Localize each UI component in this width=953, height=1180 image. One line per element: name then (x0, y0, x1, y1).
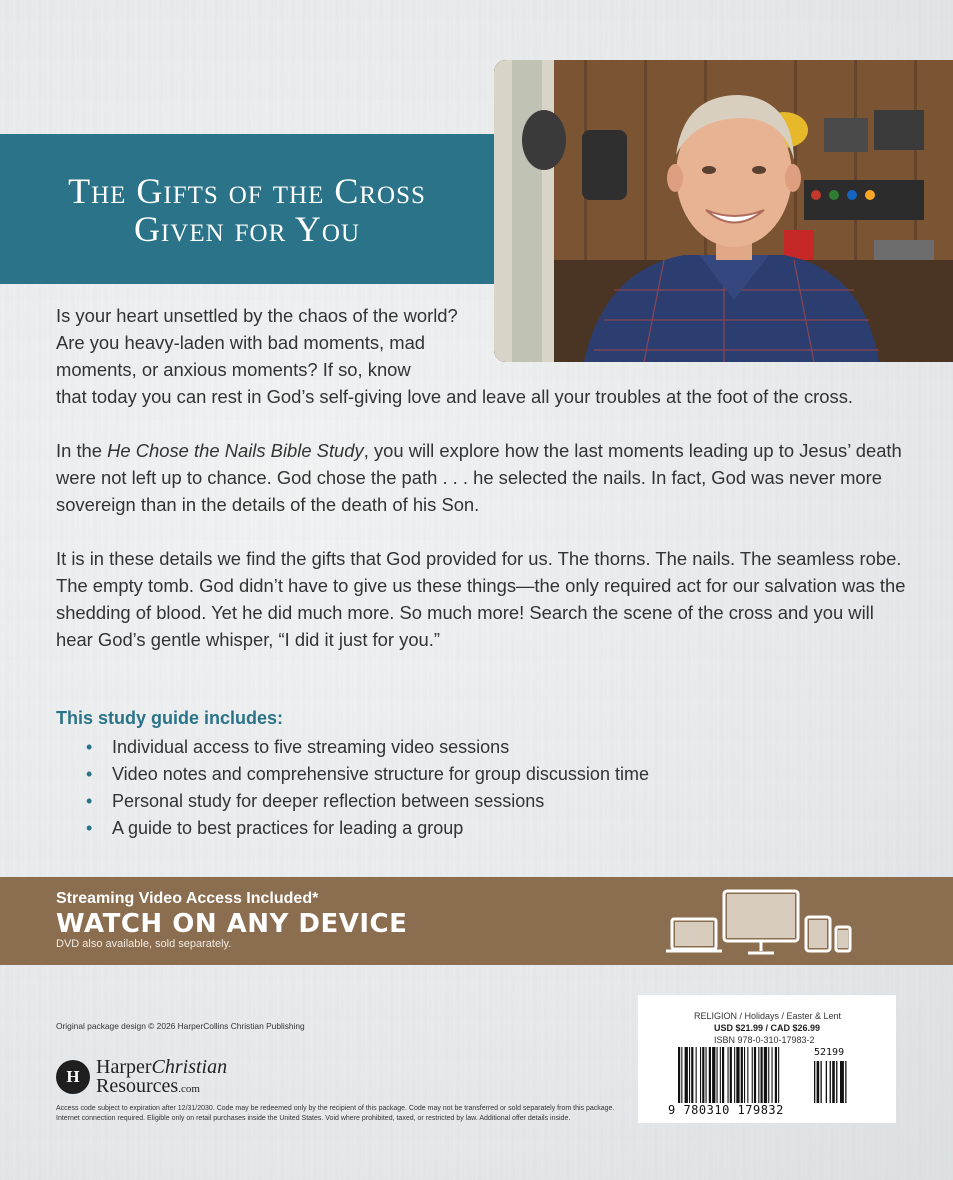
paragraph-1 (56, 302, 906, 410)
includes-heading: This study guide includes: (56, 708, 284, 728)
bullet: • (86, 818, 93, 838)
copyright-notice: Original package design © 2026 HarperCollins Christian Publishing (56, 1021, 305, 1031)
book-title: He Chose the Nails Bible Study (107, 440, 364, 461)
streaming-headline: WATCH ON ANY DEVICE (56, 909, 408, 939)
price-code: 52199 (814, 1047, 845, 1058)
body-copy (56, 302, 906, 680)
title-line-2: Given for You (133, 209, 361, 249)
title-banner (0, 134, 494, 284)
paragraph-1-part-1: Is your heart unsettled by the chaos of the world? Are you heavy-laden with bad moments, mad moments, or anxious moments? If so, know (56, 305, 458, 380)
logo-mark: H (56, 1060, 90, 1094)
list-item: • A guide to best practices for leading a group (86, 815, 649, 842)
barcode-digits: 9 780310 179832 (668, 1103, 784, 1117)
list-item: • Video notes and comprehensive structure for group discussion time (86, 761, 649, 788)
price: USD $21.99 / CAD $26.99 (714, 1023, 821, 1033)
fine-print: Access code subject to expiration after 12/31/2030. Code may be redeemed only by the recipient of this package. Code may not be transferred or sold separately from this package. Internet connection required. Eligible only on retail purchases inside the United States. Void where prohibited, taxed, or restricted by law. Additional offer details inside. (56, 1105, 615, 1122)
bullet: • (86, 737, 93, 757)
streaming-banner (0, 877, 953, 965)
paragraph-3: It is in these details we find the gifts that God provided for us. The thorns. The nails. The seamless robe. The empty tomb. God didn’t have to give us these things—the only required act for our salvation was the shedding of blood. Yet he did much more. So much more! Search the scene of the cross and you will hear God’s gentle whisper, “I did it just for you.” (56, 548, 906, 650)
isbn: ISBN 978-0-310-17983-2 (714, 1035, 815, 1045)
paragraph-2-prefix: In the (56, 440, 108, 461)
paragraph-2 (56, 437, 906, 518)
bullet: • (86, 764, 93, 784)
paragraph-2-rest: , you will explore how the last moments leading up to Jesus’ death were not left up to chance. God chose the path . . . he selected the nails. In fact, God was never more sovereign than in the details of the death of his Son. (56, 440, 902, 515)
bullet: • (86, 791, 93, 811)
title-line-1: The Gifts of the Cross (68, 171, 426, 211)
barcode-box (638, 995, 896, 1123)
streaming-note: DVD also available, sold separately. (56, 938, 232, 950)
bisac-category: RELIGION / Holidays / Easter & Lent (694, 1011, 842, 1021)
list-item: • Individual access to five streaming video sessions (86, 734, 649, 761)
streaming-line-1: Streaming Video Access Included* (56, 890, 319, 907)
paragraph-1-part-2: that today you can rest in God’s self-giving love and leave all your troubles at the foot of the cross. (56, 386, 854, 407)
devices-icon (664, 887, 854, 959)
list-item: • Personal study for deeper reflection between sessions (86, 788, 649, 815)
publisher-logo: H HarperChristian Resources.com (56, 1058, 256, 1098)
includes-list (86, 734, 649, 842)
